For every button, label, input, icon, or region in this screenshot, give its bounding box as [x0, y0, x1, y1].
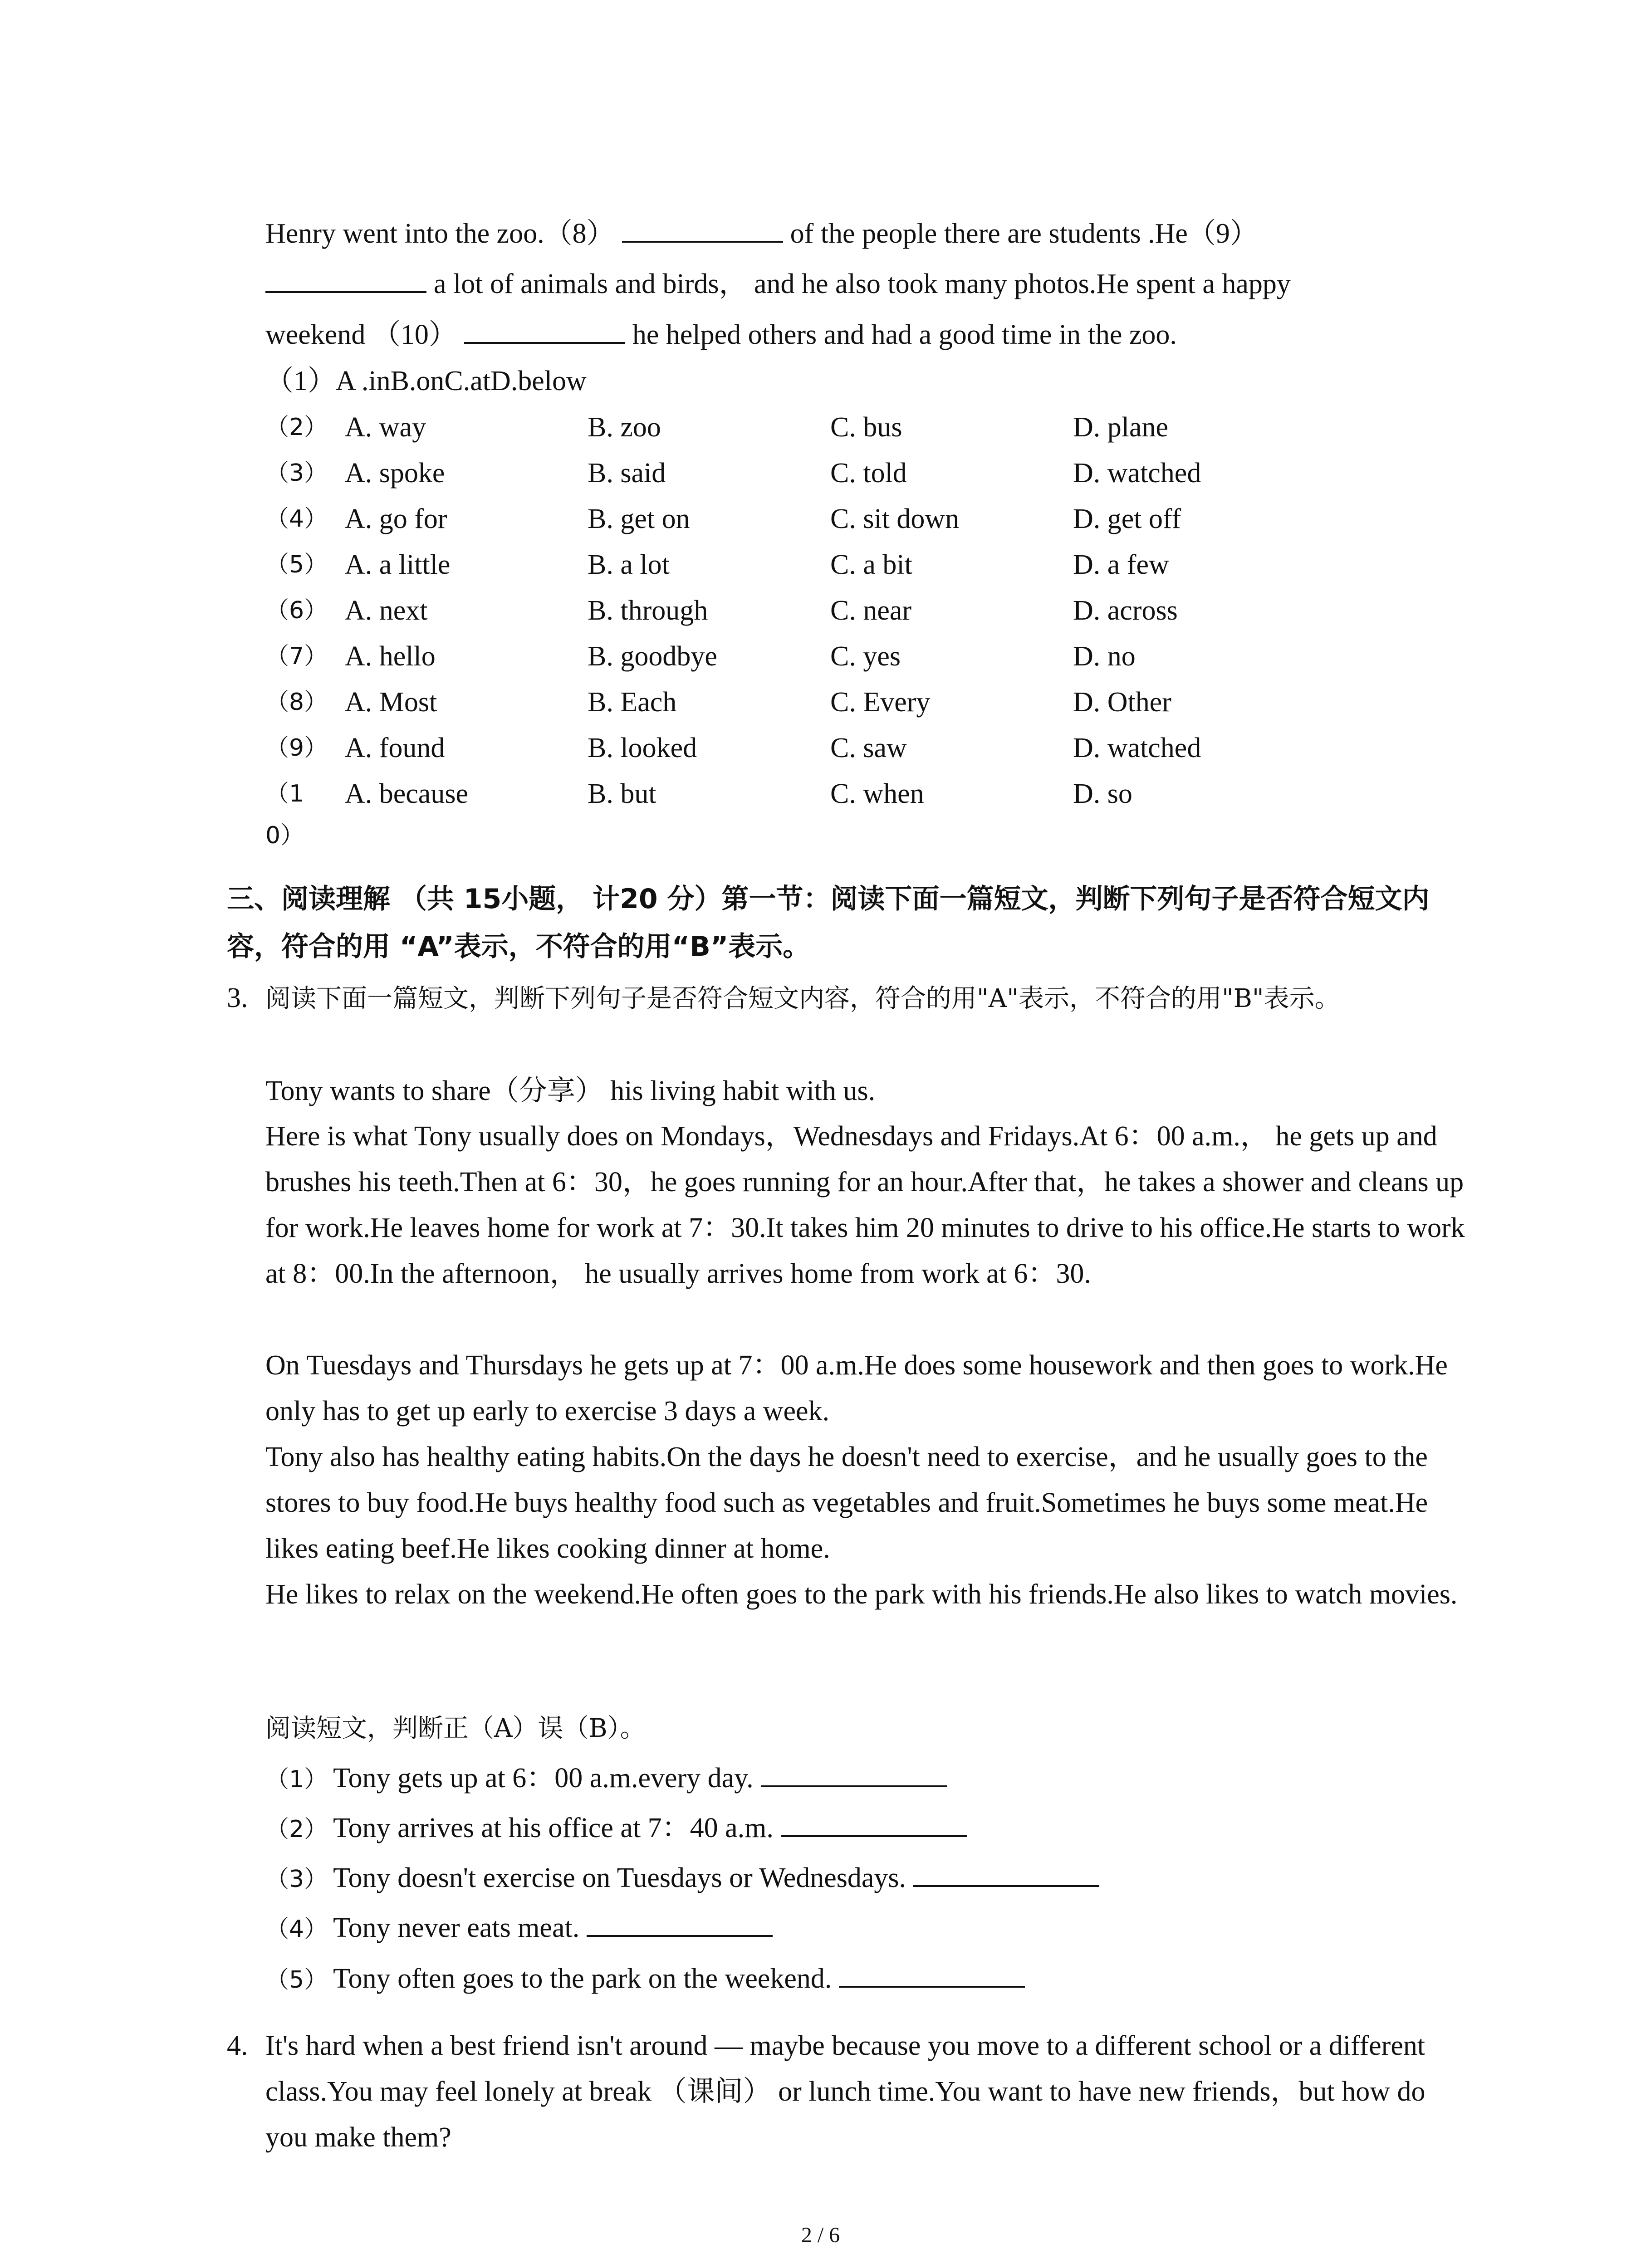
- option-number: （9）: [265, 734, 328, 762]
- option-b: B. get on: [588, 503, 690, 534]
- statement-text: Tony doesn't exercise on Tuesdays or Wednesdays.: [333, 1862, 906, 1893]
- option-a: A. go for: [345, 503, 447, 534]
- answer-blank: [265, 264, 426, 293]
- statement-row: [265, 1805, 974, 1852]
- statement-row: [265, 1855, 1107, 1902]
- section-heading: 三、阅读理解 （共 15小题， 计20 分）第一节：阅读下面一篇短文，判断下列句子是否符合短文内容，符合的用 “A”表示，不符合的用“B”表示。: [227, 883, 1430, 963]
- statement-number: （2）: [265, 1816, 328, 1843]
- cloze-text: Henry went into the zoo.（8）: [265, 218, 615, 249]
- option-c: C. saw: [830, 733, 907, 763]
- option-b: B. looked: [588, 733, 697, 763]
- option-number: （3）: [265, 459, 328, 487]
- statement-number: （4）: [265, 1916, 328, 1943]
- passage-paragraph: He likes to relax on the weekend.He often goes to the park with his friends.He also likes to watch movies.: [265, 1579, 1458, 1610]
- statement-text: Tony gets up at 6：00 a.m.every day.: [333, 1763, 754, 1794]
- option-line: （1）A .inB.onC.atD.below: [265, 366, 587, 396]
- option-c: C. sit down: [830, 503, 960, 534]
- statement-number: （1）: [265, 1766, 328, 1793]
- statement-row: [265, 1905, 780, 1952]
- option-number: （8）: [265, 689, 328, 716]
- option-d: D. plane: [1073, 412, 1169, 443]
- passage-paragraph: Tony also has healthy eating habits.On the days he doesn't need to exercise，and he usually goes to the stores to buy food.He buys healthy food such as vegetables and fruit.Sometimes he buys some meat.He likes eating beef.He likes cooking dinner at home.: [265, 1442, 1428, 1564]
- cloze-line-1: [265, 211, 1258, 256]
- option-number: 0）: [265, 822, 304, 849]
- question-number: 4.: [227, 2030, 248, 2061]
- question-instruction: 阅读下面一篇短文，判断下列句子是否符合短文内容，符合的用"A"表示，不符合的用"B"表示。: [265, 984, 1340, 1013]
- option-number: （2）: [265, 414, 328, 441]
- answer-blank: [622, 214, 783, 243]
- option-b: B. a lot: [588, 549, 670, 580]
- passage-paragraph: It's hard when a best friend isn't around — maybe because you move to a different school or a different class.You may feel lonely at break （课间） or lunch time.You want to have new friends，but how do you make them?: [265, 2030, 1425, 2153]
- option-d: D. a few: [1073, 549, 1169, 580]
- statement-text: Tony arrives at his office at 7：40 a.m.: [333, 1813, 774, 1843]
- answer-blank: [587, 1908, 773, 1937]
- option-c: C. bus: [830, 412, 902, 443]
- passage-paragraph: Here is what Tony usually does on Mondays，Wednesdays and Fridays.At 6：00 a.m.， he gets up and brushes his teeth.Then at 6：30，he goes running for an hour.After that，he takes a shower and cleans up for work.He leaves home for work at 7：30.It takes him 20 minutes to drive to his office.He starts to work at 8：00.In the afternoon， he usually arrives home from work at 6：30.: [265, 1121, 1465, 1289]
- option-c: C. when: [830, 778, 924, 809]
- cloze-text: of the people there are students .He（9）: [790, 218, 1258, 249]
- cloze-line-3: [265, 312, 1177, 357]
- option-d: D. watched: [1073, 458, 1201, 489]
- option-c: C. told: [830, 458, 907, 489]
- option-b: B. but: [588, 778, 656, 809]
- cloze-text: weekend （10）: [265, 319, 457, 350]
- statement-text: Tony often goes to the park on the weekend.: [333, 1963, 832, 1994]
- answer-blank: [781, 1808, 967, 1837]
- statement-number: （5）: [265, 1966, 328, 1994]
- option-a: A. found: [345, 733, 445, 763]
- option-d: D. get off: [1073, 503, 1181, 534]
- option-a: A. spoke: [345, 458, 445, 489]
- answer-blank: [839, 1959, 1025, 1988]
- option-d: D. so: [1073, 778, 1132, 809]
- option-number: （1: [265, 780, 304, 807]
- statement-number: （3）: [265, 1866, 328, 1893]
- cloze-text: he helped others and had a good time in the zoo.: [632, 319, 1177, 350]
- option-c: C. near: [830, 595, 912, 626]
- option-a: A. because: [345, 778, 468, 809]
- answer-blank: [761, 1758, 947, 1787]
- option-b: B. zoo: [588, 412, 661, 443]
- cloze-text: a lot of animals and birds， and he also took many photos.He spent a happy: [434, 269, 1291, 299]
- option-number: （6）: [265, 597, 328, 624]
- option-d: D. watched: [1073, 733, 1201, 763]
- option-b: B. through: [588, 595, 708, 626]
- statement-row: [265, 1956, 1032, 2003]
- option-a: A. hello: [345, 641, 436, 672]
- option-d: D. across: [1073, 595, 1178, 626]
- option-d: D. no: [1073, 641, 1136, 672]
- option-d: D. Other: [1073, 687, 1171, 718]
- passage-paragraph: Tony wants to share（分享） his living habit with us.: [265, 1075, 876, 1106]
- option-a: A. way: [345, 412, 426, 443]
- option-b: B. goodbye: [588, 641, 717, 672]
- page-number: 2 / 6: [801, 2223, 840, 2247]
- option-number: （4）: [265, 505, 328, 533]
- answer-blank: [464, 315, 625, 344]
- answer-blank: [913, 1858, 1099, 1887]
- passage-paragraph: On Tuesdays and Thursdays he gets up at 7：00 a.m.He does some housework and then goes to work.He only has to get up early to exercise 3 days a week.: [265, 1350, 1448, 1427]
- option-c: C. yes: [830, 641, 901, 672]
- option-a: A. next: [345, 595, 428, 626]
- statement-text: Tony never eats meat.: [333, 1912, 580, 1943]
- question-number: 3.: [227, 982, 248, 1013]
- option-b: B. said: [588, 458, 666, 489]
- option-b: B. Each: [588, 687, 677, 718]
- cloze-line-2: [265, 261, 1291, 307]
- option-row-1: [265, 358, 587, 404]
- option-number: （5）: [265, 551, 328, 578]
- option-a: A. a little: [345, 549, 451, 580]
- statement-row: [265, 1755, 954, 1802]
- option-a: A. Most: [345, 687, 437, 718]
- judge-instruction: 阅读短文，判断正（A）误（B）。: [265, 1714, 646, 1743]
- option-number-tail: [265, 813, 304, 858]
- option-number: （7）: [265, 643, 328, 670]
- option-c: C. a bit: [830, 549, 912, 580]
- option-c: C. Every: [830, 687, 931, 718]
